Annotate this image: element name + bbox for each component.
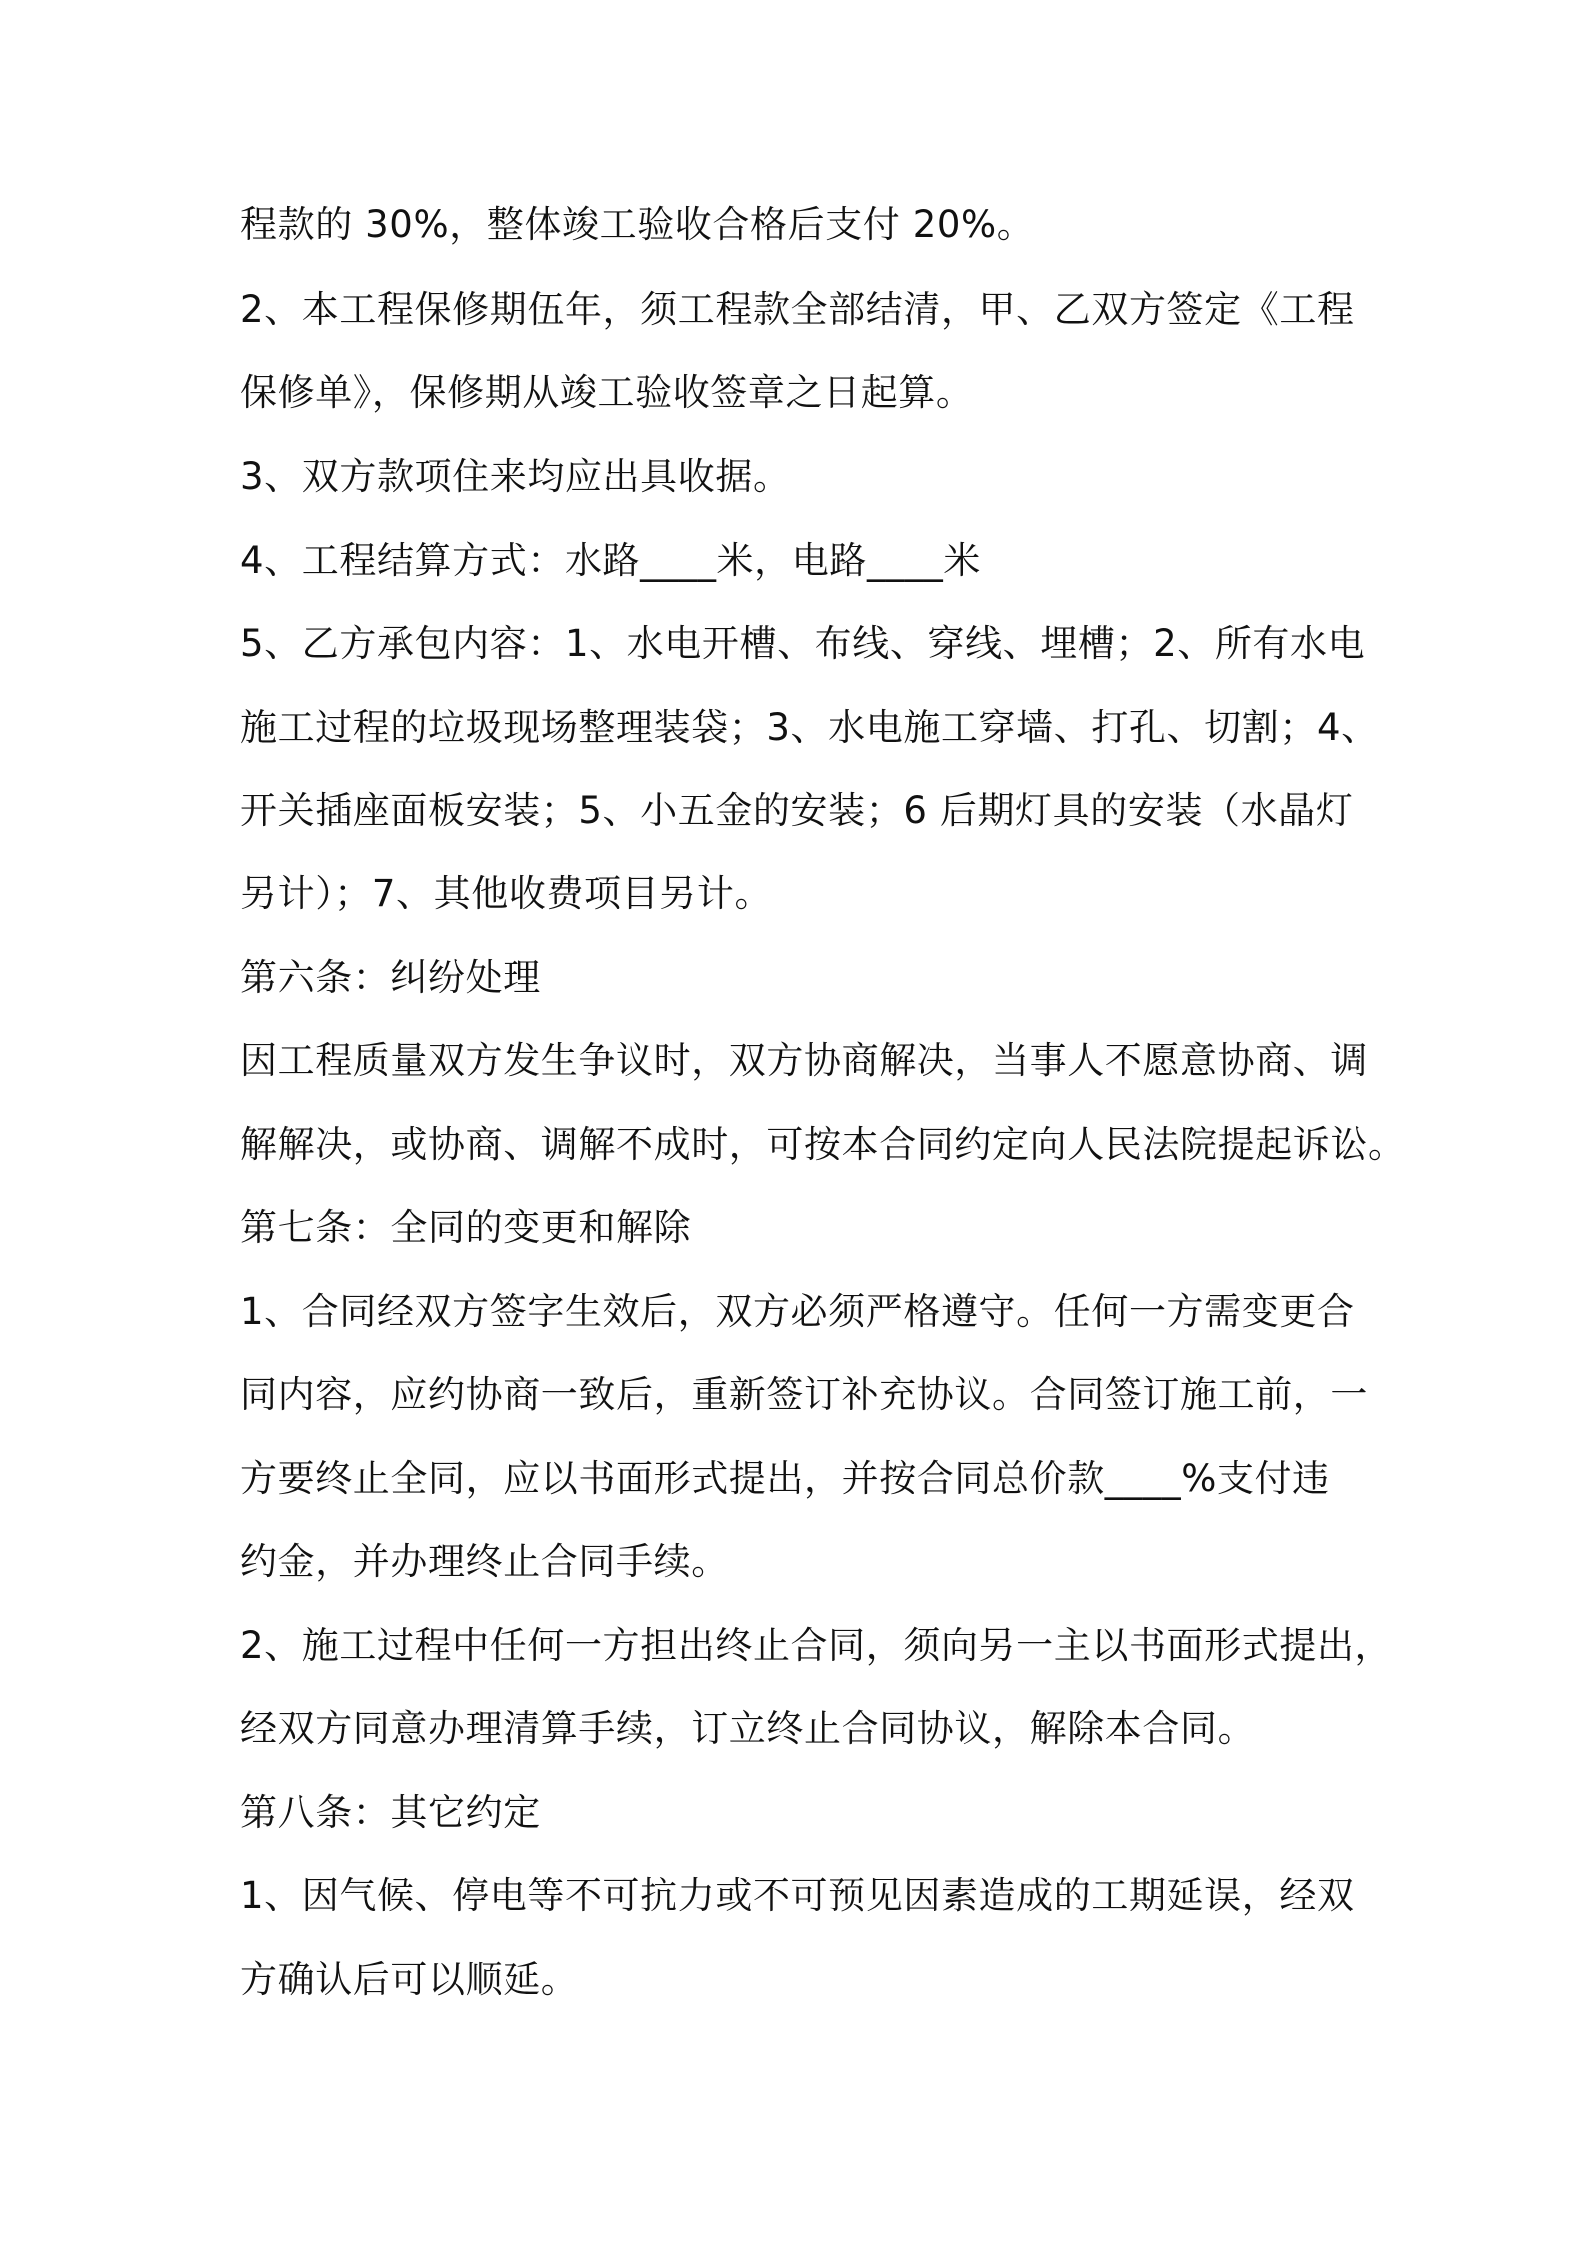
text-line: 同内容，应约协商一致后，重新签订补充协议。合同签订施工前，一 <box>240 1373 1368 1416</box>
text-line: 另计）；7、其他收费项目另计。 <box>240 872 773 915</box>
text-line: 经双方同意办理清算手续，订立终止合同协议，解除本合同。 <box>240 1707 1256 1750</box>
text-line: 5、乙方承包内容：1、水电开槽、布线、穿线、埋槽；2、所有水电 <box>240 622 1366 665</box>
text-line: 开关插座面板安装；5、小五金的安装；6 后期灯具的安装（水晶灯 <box>240 789 1354 832</box>
text-line: 1、合同经双方签字生效后，双方必须严格遵守。任何一方需变更合 <box>240 1290 1355 1333</box>
section-heading: 第七条：全同的变更和解除 <box>240 1206 692 1249</box>
text-line: 保修单》，保修期从竣工验收签章之日起算。 <box>240 371 974 414</box>
text-line: 因工程质量双方发生争议时，双方协商解决，当事人不愿意协商、调 <box>240 1039 1368 1082</box>
section-heading: 第六条：纠纷处理 <box>240 956 541 999</box>
text-line: 2、施工过程中任何一方担出终止合同，须向另一主以书面形式提出， <box>240 1624 1393 1667</box>
text-line: 解解决，或协商、调解不成时，可按本合同约定向人民法院提起诉讼。 <box>240 1123 1406 1166</box>
text-line: 2、本工程保修期伍年，须工程款全部结清，甲、乙双方签定《工程 <box>240 288 1355 331</box>
text-line: 方要终止全同，应以书面形式提出，并按合同总价款____%支付违 <box>240 1457 1330 1500</box>
text-line: 施工过程的垃圾现场整理装袋；3、水电施工穿墙、打孔、切割；4、 <box>240 706 1379 749</box>
text-line: 方确认后可以顺延。 <box>240 1958 579 2001</box>
text-line: 约金，并办理终止合同手续。 <box>240 1540 729 1583</box>
text-line: 4、工程结算方式：水路____米，电路____米 <box>240 539 981 582</box>
text-line: 1、因气候、停电等不可抗力或不可预见因素造成的工期延误，经双 <box>240 1874 1355 1917</box>
text-line: 3、双方款项住来均应出具收据。 <box>240 455 791 498</box>
section-heading: 第八条：其它约定 <box>240 1791 541 1834</box>
text-line: 程款的 30%，整体竣工验收合格后支付 20%。 <box>240 203 1035 246</box>
